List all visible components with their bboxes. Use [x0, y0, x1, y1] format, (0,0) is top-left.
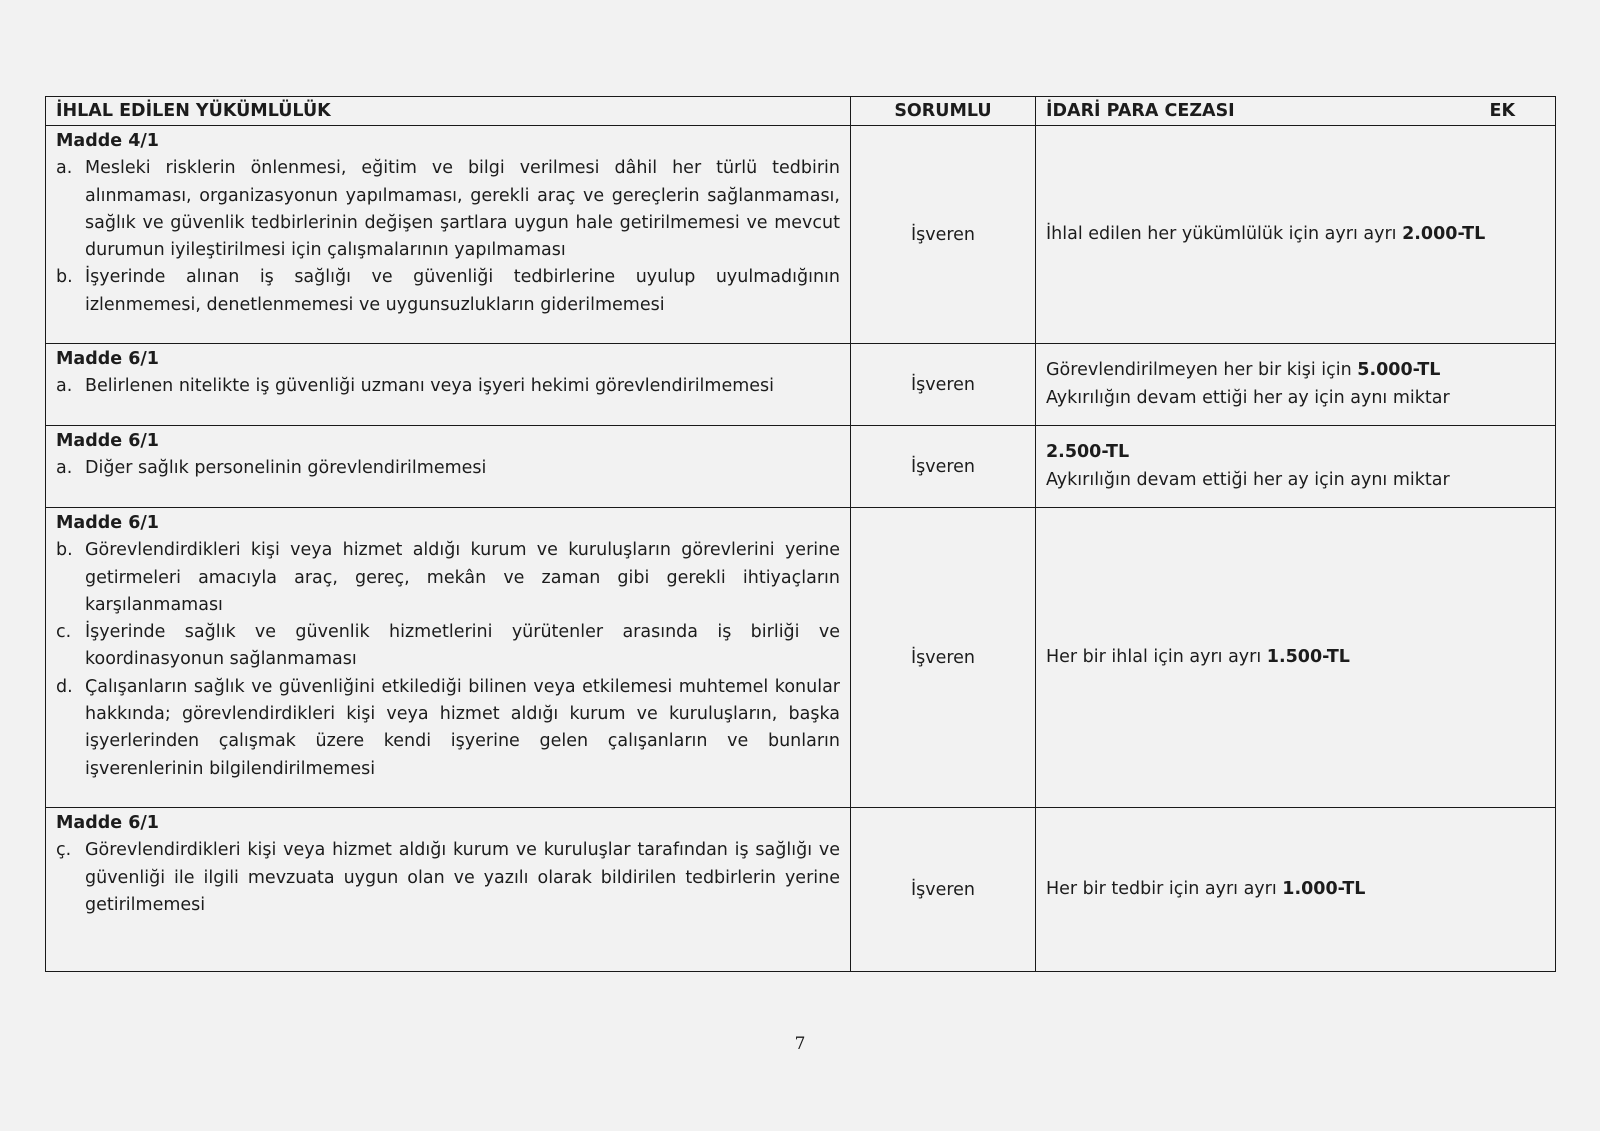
penalty-cell: [1036, 808, 1556, 972]
item-label: a.: [56, 458, 73, 479]
item-text: Görevlendirdikleri kişi veya hizmet aldığı kurum ve kuruluşlar tarafından iş sağlığı ve güvenliği ile ilgili mevzuata uygun olan ve yazılı olarak bildirilen tedbirlerin yerine getirilmemesi: [85, 840, 840, 915]
penalty-text: Görevlendirilmeyen her bir kişi için: [1046, 360, 1358, 381]
penalty-amount: 5.000-TL: [1357, 360, 1441, 381]
penalty-cell: [1036, 508, 1556, 808]
penalty-text: İhlal edilen her yükümlülük için ayrı ayrı: [1046, 223, 1403, 244]
item-label: a.: [56, 158, 73, 179]
table-row: [46, 126, 1556, 344]
penalty-note: Aykırılığın devam ettiği her ay için aynı miktar: [1046, 469, 1450, 490]
header-obligation: İHLAL EDİLEN YÜKÜMLÜLÜK: [46, 97, 851, 126]
responsible-cell: İşveren: [851, 344, 1036, 426]
penalty-text: Her bir tedbir için ayrı ayrı: [1046, 878, 1283, 899]
obligation-cell: [46, 344, 851, 426]
item-text: Diğer sağlık personelinin görevlendirilmemesi: [85, 458, 487, 479]
obligation-cell: [46, 808, 851, 972]
table-row: [46, 808, 1556, 972]
list-item: [56, 837, 840, 919]
page-number: 7: [794, 1034, 806, 1054]
responsible-cell: İşveren: [851, 808, 1036, 972]
list-item: [56, 537, 840, 619]
obligation-cell: [46, 426, 851, 508]
article-title: Madde 6/1: [56, 349, 159, 369]
table-header-row: [46, 97, 1556, 126]
item-label: b.: [56, 540, 73, 561]
responsible-cell: İşveren: [851, 508, 1036, 808]
header-penalty-label: İDARİ PARA CEZASI: [1046, 101, 1235, 121]
list-item: [56, 455, 840, 482]
item-text: Görevlendirdikleri kişi veya hizmet aldığı kurum ve kuruluşların görevlerini yerine getirmeleri amacıyla araç, gereç, mekân ve zaman gibi gerekli ihtiyaçların karşılanmaması: [85, 540, 840, 615]
table-row: [46, 344, 1556, 426]
obligation-cell: [46, 508, 851, 808]
penalty-cell: [1036, 426, 1556, 508]
penalty-amount: 2.000-TL: [1402, 223, 1486, 244]
list-item: [56, 264, 840, 319]
responsible-cell: İşveren: [851, 426, 1036, 508]
responsible-cell: İşveren: [851, 126, 1036, 344]
list-item: [56, 619, 840, 674]
article-title: Madde 6/1: [56, 431, 159, 451]
item-label: c.: [56, 622, 72, 643]
item-text: Çalışanların sağlık ve güvenliğini etkilediği bilinen veya etkilemesi muhtemel konular hakkında; görevlendirdikleri kişi veya hizmet aldığı kurum ve kuruluşların, başka işyerlerinden çalışmak üzere kendi işyerine gelen çalışanların ve bunların işverenlerinin bilgilendirilmemesi: [85, 676, 840, 779]
penalty-text: Her bir ihlal için ayrı ayrı: [1046, 646, 1267, 667]
item-text: Mesleki risklerin önlenmesi, eğitim ve bilgi verilmesi dâhil her türlü tedbirin alınmaması, organizasyonun yapılmaması, gerekli araç ve gereçlerin sağlanmaması, sağlık ve güvenlik tedbirlerinin değişen şartlara uygun hale getirilmemesi ve mevcut durumun iyileştirilmesi için çalışmalarının yapılmaması: [85, 158, 840, 261]
penalty-table: [45, 96, 1556, 972]
header-ek-label: EK: [1489, 101, 1515, 121]
penalty-note: Aykırılığın devam ettiği her ay için aynı miktar: [1046, 387, 1450, 408]
table-row: [46, 508, 1556, 808]
penalty-cell: [1036, 126, 1556, 344]
item-label: ç.: [56, 840, 72, 861]
list-item: [56, 373, 840, 400]
item-text: İşyerinde sağlık ve güvenlik hizmetlerini yürütenler arasında iş birliği ve koordinasyonun sağlanmaması: [85, 622, 840, 670]
item-label: b.: [56, 267, 73, 288]
article-title: Madde 6/1: [56, 513, 159, 533]
article-title: Madde 6/1: [56, 813, 159, 833]
item-text: Belirlenen nitelikte iş güvenliği uzmanı veya işyeri hekimi görevlendirilmemesi: [85, 376, 775, 397]
item-label: a.: [56, 376, 73, 397]
article-title: Madde 4/1: [56, 131, 159, 151]
obligation-cell: [46, 126, 851, 344]
item-label: d.: [56, 676, 73, 697]
list-item: [56, 674, 840, 783]
header-responsible: SORUMLU: [851, 97, 1036, 126]
penalty-amount: 2.500-TL: [1046, 442, 1130, 463]
table-row: [46, 426, 1556, 508]
list-item: [56, 155, 840, 264]
penalty-cell: [1036, 344, 1556, 426]
item-text: İşyerinde alınan iş sağlığı ve güvenliği tedbirlerine uyulup uyulmadığının izlenmemesi, denetlenmemesi ve uygunsuzlukların giderilmemesi: [85, 267, 840, 315]
penalty-amount: 1.500-TL: [1266, 646, 1350, 667]
penalty-amount: 1.000-TL: [1282, 878, 1366, 899]
header-penalty: [1036, 97, 1556, 126]
